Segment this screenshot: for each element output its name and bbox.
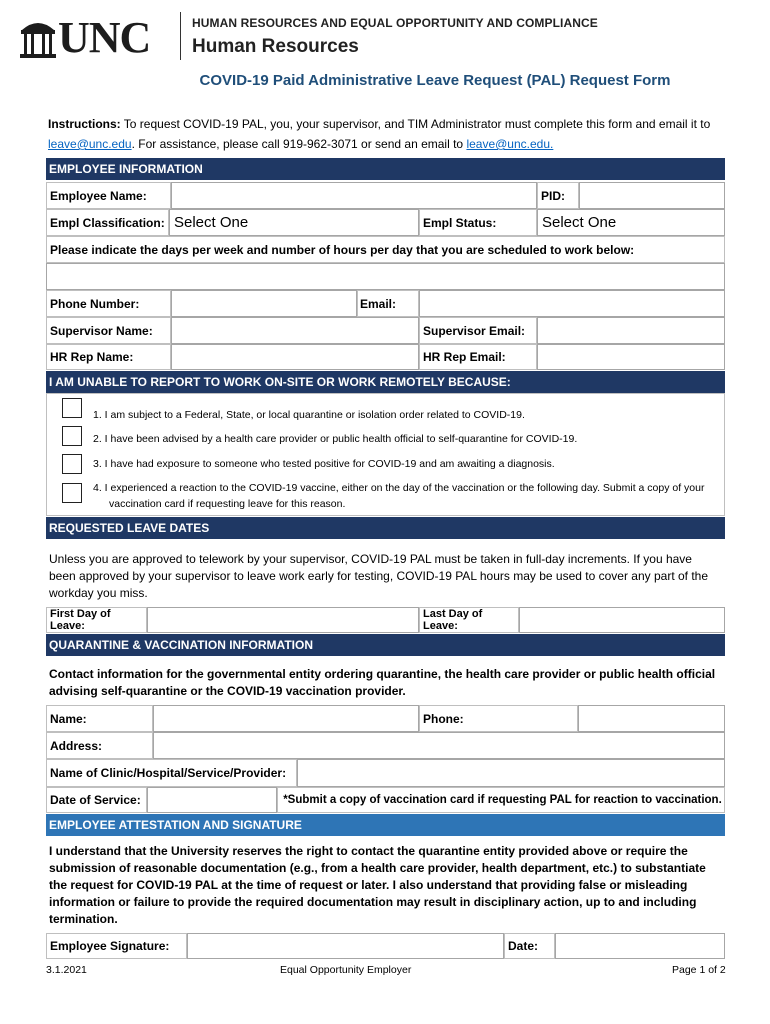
reason-3-checkbox[interactable] — [62, 454, 82, 474]
supervisor-name-field[interactable] — [171, 317, 419, 344]
supervisor-email-field[interactable] — [537, 317, 725, 344]
department-name: HUMAN RESOURCES AND EQUAL OPPORTUNITY AND COMPLIANCE — [192, 16, 598, 30]
status-label: Empl Status: — [419, 209, 537, 236]
instructions-text-1: To request COVID-19 PAL, you, your supervisor, and TIM Administrator must complete this form and email it to — [120, 117, 711, 131]
signature-field[interactable] — [187, 933, 504, 959]
instructions-label: Instructions: — [48, 117, 121, 131]
attestation-heading: EMPLOYEE ATTESTATION AND SIGNATURE — [46, 814, 725, 836]
supervisor-name-label: Supervisor Name: — [46, 317, 171, 344]
employee-name-label: Employee Name: — [46, 182, 171, 209]
provider-phone-label: Phone: — [419, 705, 578, 732]
status-select[interactable]: Select One — [537, 209, 725, 236]
reason-2-text: 2. I have been advised by a health care provider or public health official to self-quarantine for COVID-19. — [93, 433, 578, 445]
footer-eoe: Equal Opportunity Employer — [280, 964, 412, 976]
address-label: Address: — [46, 732, 153, 759]
hr-rep-email-label: HR Rep Email: — [419, 344, 537, 370]
pid-label: PID: — [537, 182, 579, 209]
email-label: Email: — [357, 290, 419, 317]
leave-dates-description: Unless you are approved to telework by your supervisor, COVID-19 PAL must be taken in full-day increments. If you have been approved by your supervisor to leave work early for testing, COVID-19 PAL hours may be used to cover any part of the workday you miss. — [49, 552, 709, 600]
supervisor-email-label: Supervisor Email: — [419, 317, 537, 344]
footer-page-number: Page 1 of 2 — [672, 964, 726, 976]
hr-rep-email-field[interactable] — [537, 344, 725, 370]
vaccination-note: *Submit a copy of vaccination card if requesting PAL for reaction to vaccination. — [277, 787, 725, 813]
reason-4-checkbox[interactable] — [62, 483, 82, 503]
email-link-1[interactable]: leave@unc.edu — [48, 137, 132, 151]
date-of-service-label: Date of Service: — [46, 787, 147, 813]
provider-name-label: Name: — [46, 705, 153, 732]
instructions — [48, 114, 728, 154]
employee-name-field[interactable] — [171, 182, 537, 209]
address-field[interactable] — [153, 732, 725, 759]
email-field[interactable] — [419, 290, 725, 317]
last-day-label: Last Day of Leave: — [419, 607, 519, 633]
phone-field[interactable] — [171, 290, 357, 317]
reason-2-checkbox[interactable] — [62, 426, 82, 446]
employee-info-heading: EMPLOYEE INFORMATION — [46, 158, 725, 180]
phone-label: Phone Number: — [46, 290, 171, 317]
hr-rep-name-label: HR Rep Name: — [46, 344, 171, 370]
first-day-field[interactable] — [147, 607, 419, 633]
reason-4-text: 4. I experienced a reaction to the COVID-19 vaccine, either on the day of the vaccination or the following day. Submit a copy of your vaccination card if requesting leave for this reason. — [93, 482, 705, 510]
reason-1-text: 1. I am subject to a Federal, State, or local quarantine or isolation order related to COVID-19. — [93, 409, 525, 421]
provider-phone-field[interactable] — [578, 705, 725, 732]
unc-logo — [18, 10, 168, 62]
quarantine-description: Contact information for the governmental entity ordering quarantine, the health care provider or public health official advising self-quarantine or the COVID-19 vaccination provider. — [49, 667, 716, 698]
unable-heading: I AM UNABLE TO REPORT TO WORK ON-SITE OR WORK REMOTELY BECAUSE: — [46, 371, 725, 393]
header-divider — [180, 12, 181, 60]
form-title: COVID-19 Paid Administrative Leave Request (PAL) Request Form — [199, 72, 671, 89]
classification-select[interactable]: Select One — [169, 209, 419, 236]
reason-1-checkbox[interactable] — [62, 398, 82, 418]
first-day-label: First Day of Leave: — [46, 607, 147, 633]
schedule-prompt: Please indicate the days per week and number of hours per day that you are scheduled to work below: — [46, 236, 725, 263]
signature-label: Employee Signature: — [46, 933, 187, 959]
clinic-field[interactable] — [297, 759, 725, 787]
provider-name-field[interactable] — [153, 705, 419, 732]
signature-date-field[interactable] — [555, 933, 725, 959]
clinic-label: Name of Clinic/Hospital/Service/Provider: — [46, 759, 297, 787]
old-well-icon — [18, 16, 58, 60]
reason-3-text: 3. I have had exposure to someone who tested positive for COVID-19 and am awaiting a diagnosis. — [93, 458, 555, 470]
last-day-field[interactable] — [519, 607, 725, 633]
email-link-2[interactable]: leave@unc.edu. — [466, 137, 554, 151]
classification-label: Empl Classification: — [46, 209, 169, 236]
schedule-field[interactable] — [46, 263, 725, 290]
quarantine-heading: QUARANTINE & VACCINATION INFORMATION — [46, 634, 725, 656]
instructions-text-2: . For assistance, please call 919-962-3071 or send an email to — [131, 137, 467, 151]
footer-date: 3.1.2021 — [46, 964, 87, 976]
logo-text: UNC — [58, 13, 151, 62]
pid-field[interactable] — [579, 182, 725, 209]
date-of-service-field[interactable] — [147, 787, 277, 813]
signature-date-label: Date: — [504, 933, 555, 959]
attestation-text: I understand that the University reserves the right to contact the quarantine entity provided above or require the submission of reasonable documentation (e.g., from a health care provider, health department, etc.) to substantiate the request for COVID-19 PAL at the time of request or later. I also understand that providing false or misleading information or failure to provide the required documentation may result in disciplinary action, up to and including termination. — [49, 844, 706, 926]
unit-name: Human Resources — [192, 36, 359, 57]
hr-rep-name-field[interactable] — [171, 344, 419, 370]
leave-dates-heading: REQUESTED LEAVE DATES — [46, 517, 725, 539]
